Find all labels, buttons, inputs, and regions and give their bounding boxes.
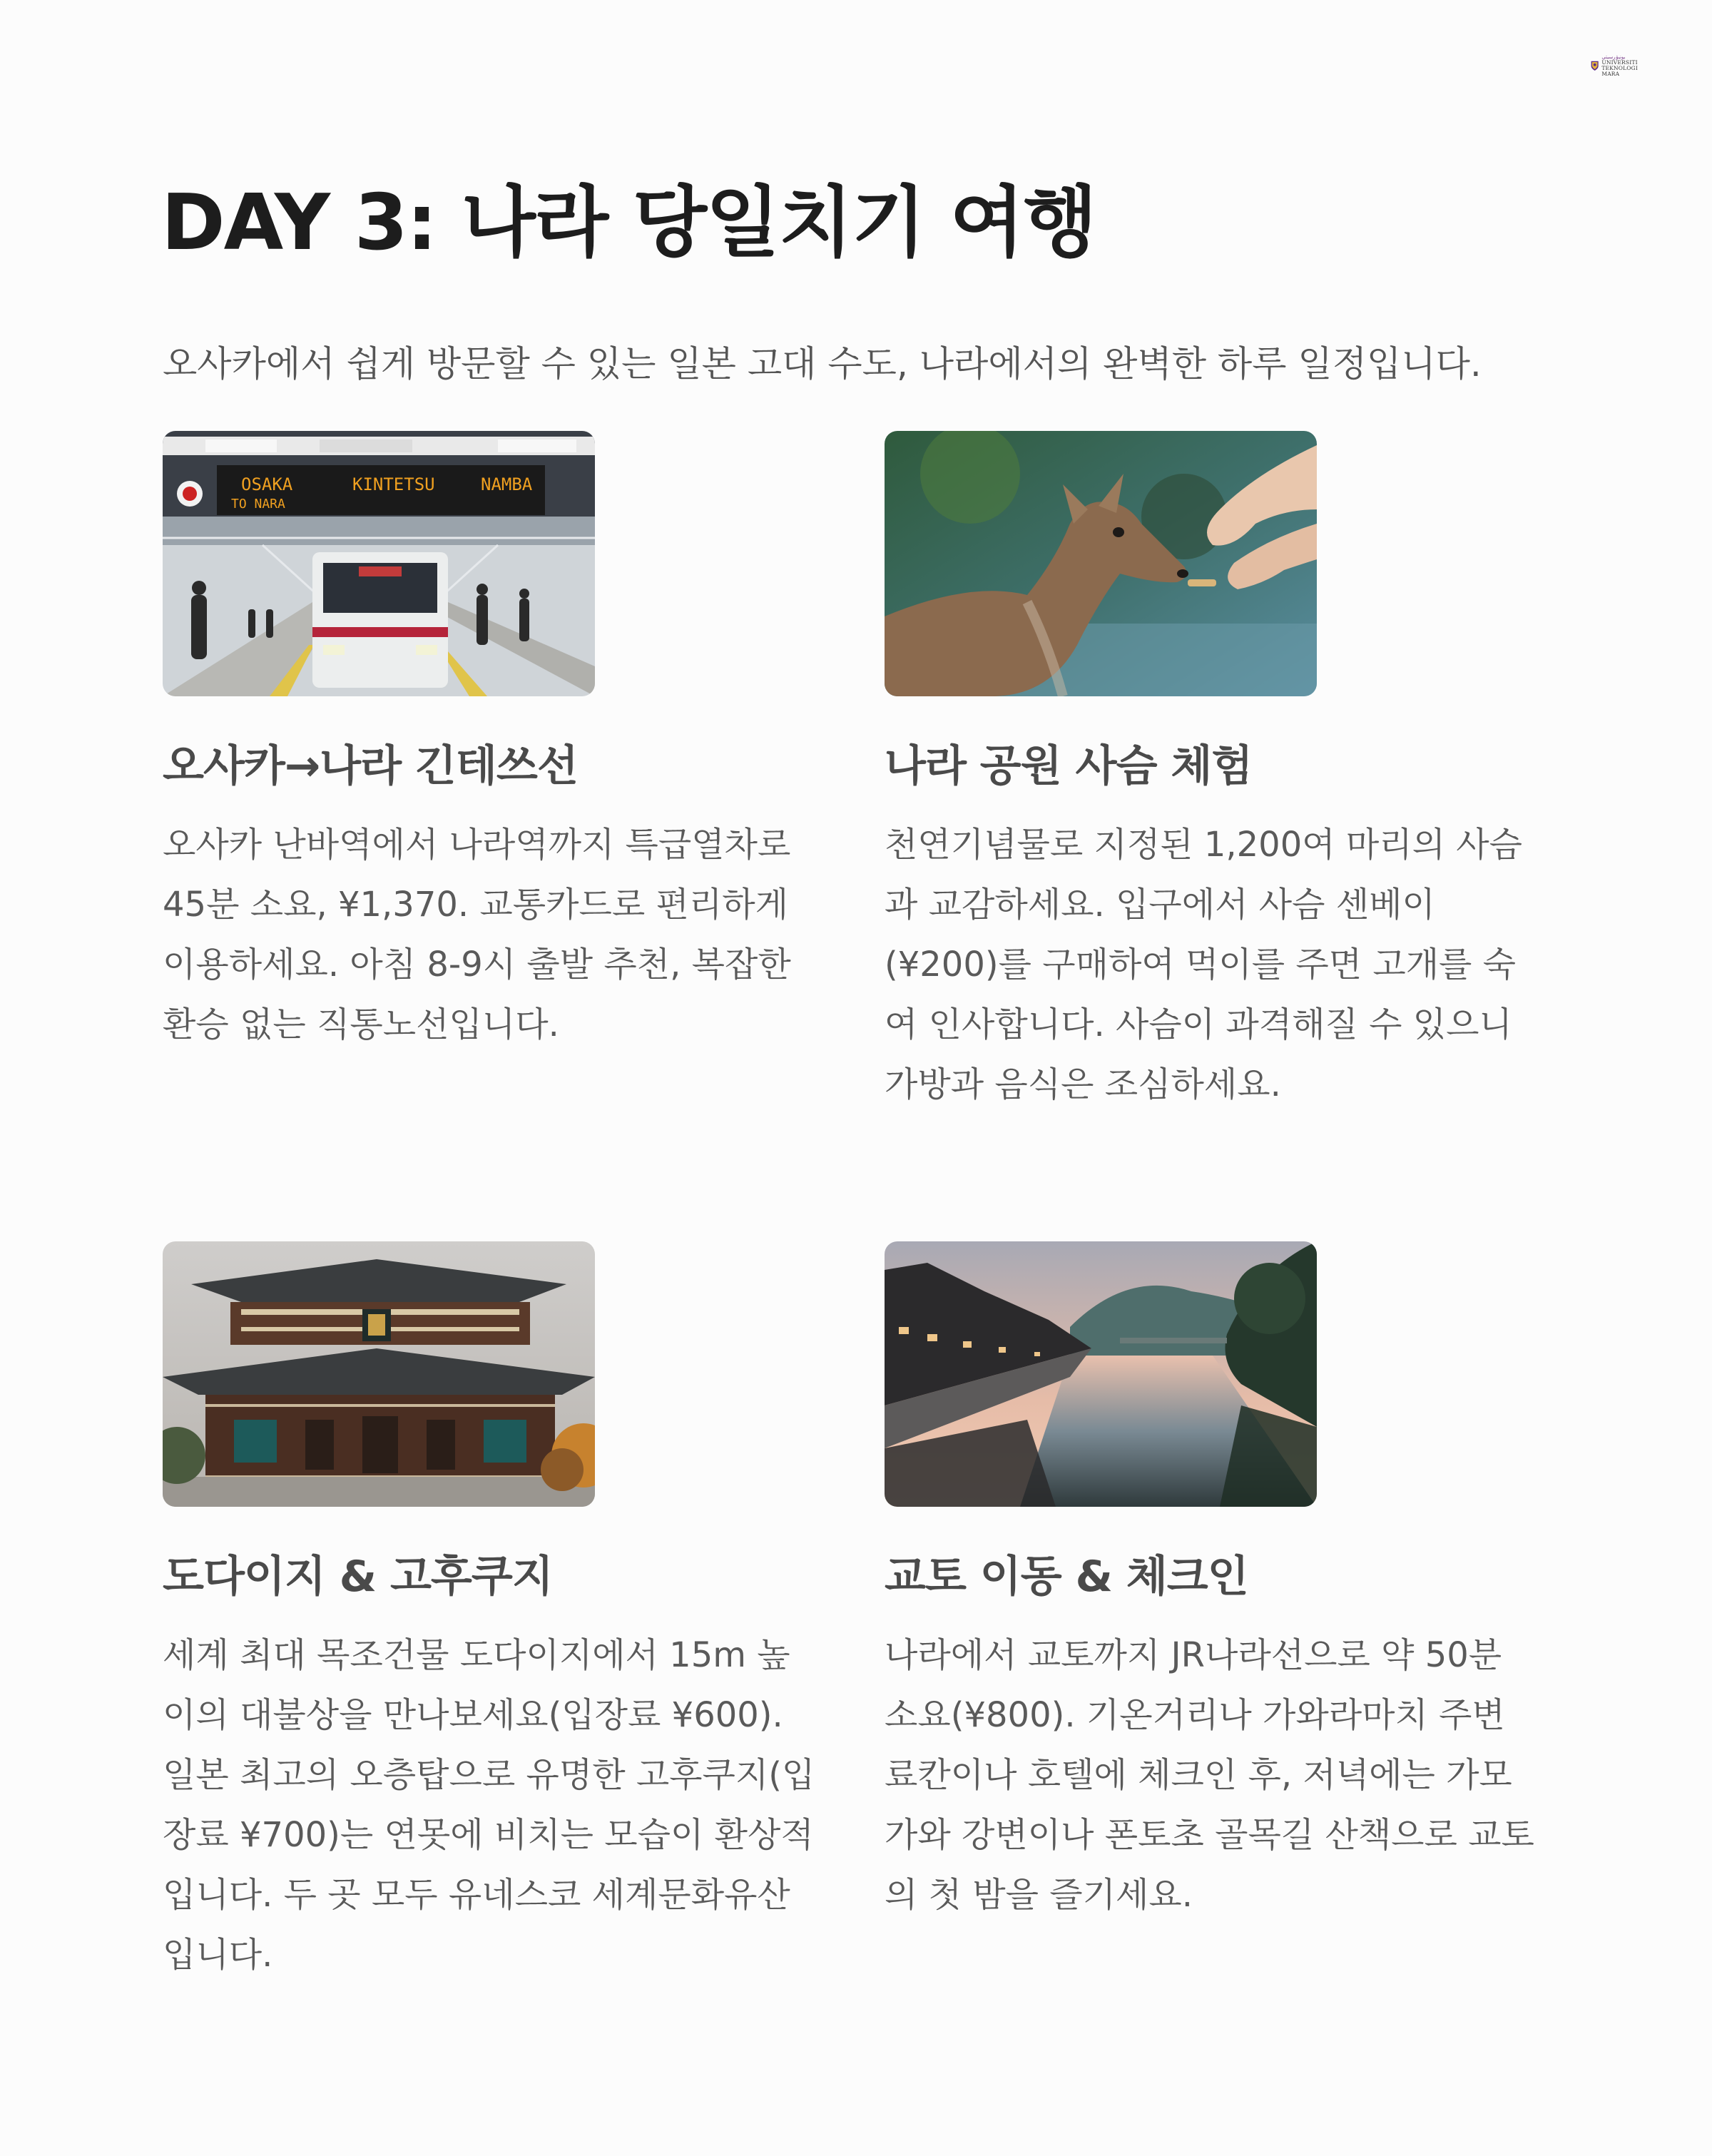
card-body: 나라에서 교토까지 JR나라선으로 약 50분 소요(¥800). 기온거리나 가와라마치 주변 료칸이나 호텔에 체크인 후, 저녁에는 가모가와 강변이나 폰토초 골목길 산책으로 교토의 첫 밤을 즐기세요. [885, 1635, 1534, 1915]
card-body: 오사카 난바역에서 나라역까지 특급열차로 45분 소요, ¥1,370. 교통카드로 편리하게 이용하세요. 아침 8-9시 출발 추천, 복잡한 환승 없는 직통노선입니다. [163, 825, 791, 1044]
card-kyoto-checkin [885, 1241, 1544, 1925]
logo-script: ﻳﻮﻧﻴۏرسيتي [1601, 54, 1626, 60]
crest-icon [1591, 57, 1599, 74]
card-heading: 도다이지 & 고후쿠지 [163, 1552, 553, 1602]
university-logo [1591, 47, 1638, 84]
card-heading: 교토 이동 & 체크인 [885, 1552, 1248, 1602]
card-heading: 나라 공원 사슴 체험 [885, 741, 1253, 791]
board-text-to-nara: TO NARA [231, 497, 285, 512]
board-text-kintetsu: KINTETSU [352, 474, 435, 494]
card-heading: 오사카→나라 긴테쓰선 [163, 741, 578, 791]
card-body: 천연기념물로 지정된 1,200여 마리의 사슴과 교감하세요. 입구에서 사슴 센베이(¥200)를 구매하여 먹이를 주면 고개를 숙여 인사합니다. 사슴이 과격해질 수 있으니 가방과 음식은 조심하세요. [885, 825, 1522, 1104]
deer-feeding-photo [885, 431, 1317, 696]
card-nara-deer [885, 431, 1544, 1114]
train-station-photo [163, 431, 595, 696]
logo-line-3: MARA [1601, 71, 1620, 77]
card-body: 세계 최대 목조건물 도다이지에서 15m 높이의 대불상을 만나보세요(입장료 ¥600). 일본 최고의 오층탑으로 유명한 고후쿠지(입장료 ¥700)는 연못에 비치는 모습이 환상적입니다. 두 곳 모두 유네스코 세계문화유산입니다. [163, 1635, 815, 1975]
kyoto-river-photo [885, 1241, 1317, 1507]
logo-line-1: UNIVERSITI [1601, 59, 1638, 66]
board-text-osaka: OSAKA [241, 474, 293, 494]
todaiji-temple-photo [163, 1241, 595, 1507]
board-text-namba: NAMBA [481, 474, 533, 494]
intro-text: 오사카에서 쉽게 방문할 수 있는 일본 고대 수도, 나라에서의 완벽한 하루 일정입니다. [163, 343, 1482, 385]
card-todaiji-kofukuji [163, 1241, 822, 1985]
page-title: DAY 3: 나라 당일치기 여행 [161, 178, 1096, 268]
logo-line-2: TEKNOLOGI [1601, 65, 1638, 71]
card-kintetsu-train [163, 431, 822, 1054]
